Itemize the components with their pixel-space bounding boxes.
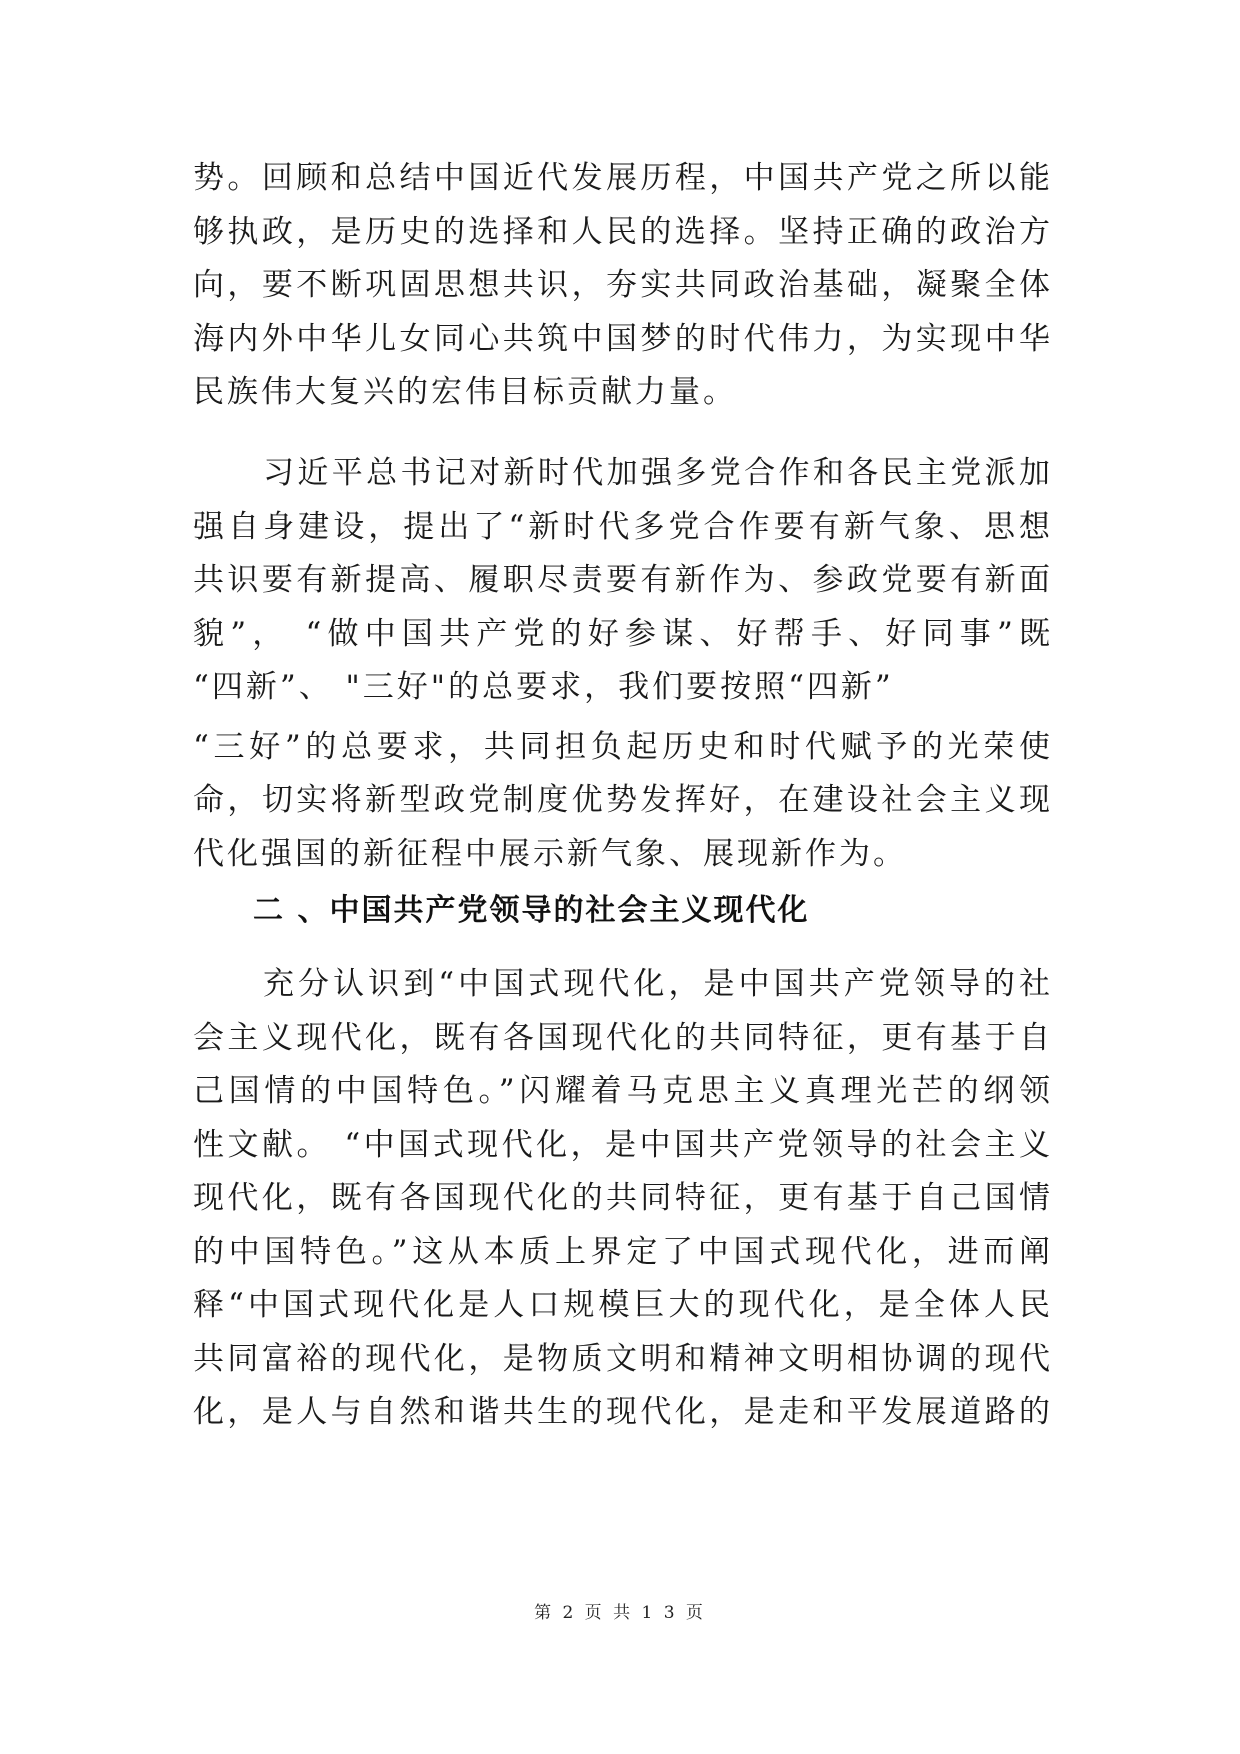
- section-heading: 二 、中国共产党领导的社会主义现代化: [253, 893, 810, 928]
- text-line: “四新”、 "三好"的总要求，我们要按照“四新”: [193, 669, 894, 705]
- text-line: 够执政，是历史的选择和人民的选择。坚持正确的政治方: [193, 213, 1053, 250]
- text-line: “三好”的总要求，共同担负起历史和时代赋予的光荣使: [193, 728, 1053, 765]
- text-line: 充分认识到“中国式现代化，是中国共产党领导的社: [263, 966, 1053, 1002]
- text-line: 向，要不断巩固思想共识，夯实共同政治基础，凝聚全体: [193, 267, 1053, 303]
- text-line: 现代化，既有各国现代化的共同特征，更有基于自己国情: [193, 1180, 1053, 1216]
- text-line: 共识要有新提高、履职尽责要有新作为、参政党要有新面: [193, 562, 1053, 598]
- text-line: 释“中国式现代化是人口规模巨大的现代化，是全体人民: [193, 1287, 1053, 1323]
- text-line: 己国情的中国特色。”闪耀着马克思主义真理光芒的纲领: [193, 1073, 1053, 1109]
- text-line: 势。回顾和总结中国近代发展历程，中国共产党之所以能: [193, 160, 1053, 196]
- text-line: 性文献。 “中国式现代化，是中国共产党领导的社会主义: [193, 1126, 1053, 1163]
- text-line: 强自身建设，提出了“新时代多党合作要有新气象、思想: [193, 508, 1053, 545]
- text-line: 的中国特色。”这从本质上界定了中国式现代化，进而阐: [193, 1233, 1053, 1270]
- text-line: 代化强国的新征程中展示新气象、展现新作为。: [193, 835, 907, 872]
- paragraph-3: [193, 958, 1053, 1440]
- text-line: 化，是人与自然和谐共生的现代化，是走和平发展道路的: [193, 1394, 1053, 1430]
- text-line: 习近平总书记对新时代加强多党合作和各民主党派加: [263, 455, 1053, 491]
- paragraph-1: [193, 152, 1053, 420]
- text-line: 会主义现代化，既有各国现代化的共同特征，更有基于自: [193, 1019, 1053, 1056]
- text-line: 民族伟大复兴的宏伟目标贡献力量。: [193, 374, 737, 410]
- page-number: 第 2 页 共 1 3 页: [534, 1603, 706, 1623]
- text-line: 海内外中华儿女同心共筑中国梦的时代伟力，为实现中华: [193, 320, 1053, 357]
- text-line: 命，切实将新型政党制度优势发挥好，在建设社会主义现: [193, 782, 1053, 818]
- text-line: 共同富裕的现代化，是物质文明和精神文明相协调的现代: [193, 1340, 1053, 1377]
- paragraph-2: [193, 447, 1053, 881]
- text-line: 貌”， “做中国共产党的好参谋、好帮手、好同事”既: [193, 615, 1053, 652]
